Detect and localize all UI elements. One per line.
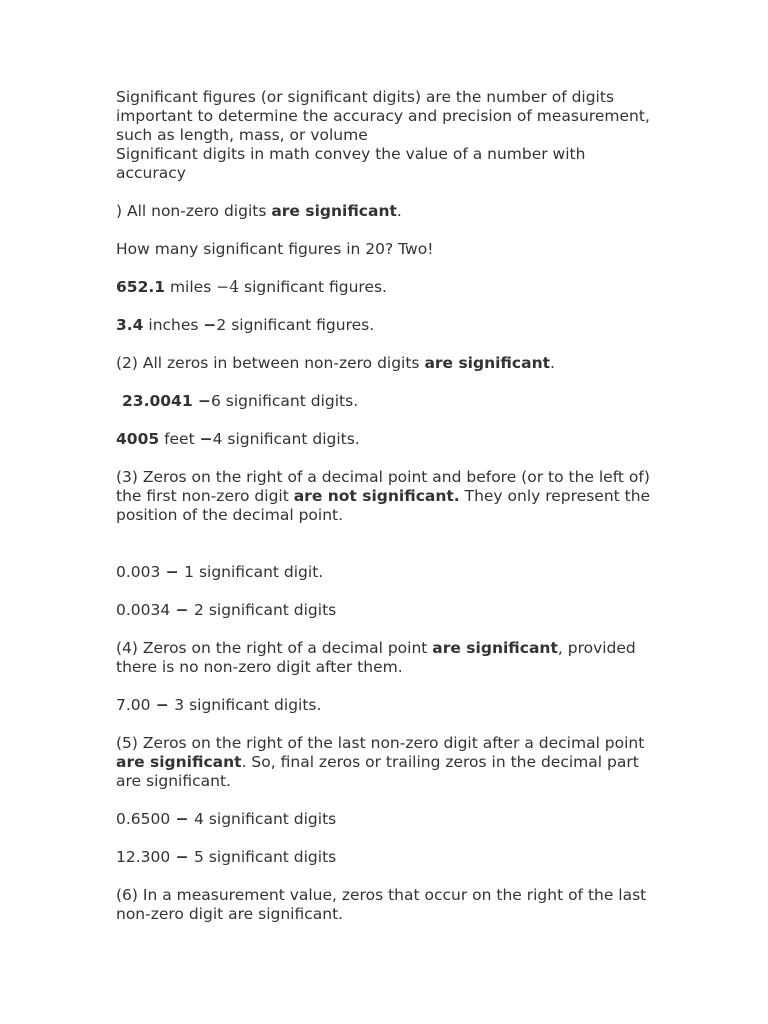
document-body — [116, 88, 656, 943]
rule-3-prefix: (3) Zeros on the right of a decimal point and before (or to the left of) the first non-zero digit — [116, 468, 650, 505]
rule-1-prefix: ) All non-zero digits — [116, 202, 272, 220]
example-7-00 — [116, 696, 656, 715]
question-20: How many significant figures in 20? Two! — [116, 240, 434, 258]
example-12-300 — [116, 848, 656, 867]
example-652-1 — [116, 278, 656, 297]
rule-4-suffix: , provided there is no non-zero digit after them. — [116, 639, 636, 676]
intro-definition: Significant figures (or significant digits) are the number of digits important to determine the accuracy and precision of measurement, such as length, mass, or volume — [116, 88, 650, 144]
rule-1-suffix: . — [396, 202, 402, 220]
example-0-003 — [116, 563, 656, 582]
rule-4 — [116, 639, 656, 677]
example-number: 652.1 — [116, 278, 166, 296]
example-text: 4 significant digits. — [212, 430, 360, 448]
rule-3-emphasis: are not significant. — [293, 487, 460, 505]
example-text: 2 significant figures. — [216, 316, 375, 334]
example-number: 4005 — [116, 430, 160, 448]
example-dash: − — [192, 392, 211, 410]
example-dash: − — [170, 601, 195, 619]
example-text: 4 significant digits — [194, 810, 337, 828]
example-number: 0.6500 — [116, 810, 171, 828]
example-unit: feet — [159, 430, 200, 448]
example-number: 7.00 — [116, 696, 151, 714]
example-dash: − — [203, 316, 217, 334]
rule-3-suffix: They only represent the position of the decimal point. — [116, 487, 651, 524]
rule-1-emphasis: are significant — [271, 202, 397, 220]
example-dash: − — [216, 278, 230, 296]
rule-2-prefix: (2) All zeros in between non-zero digits — [116, 354, 425, 372]
example-dash: − — [160, 563, 185, 581]
example-unit: miles — [165, 278, 217, 296]
rule-3 — [116, 468, 656, 525]
rule-2-emphasis: are significant — [424, 354, 551, 372]
rule-2-suffix: . — [550, 354, 555, 372]
example-count: 4 — [229, 278, 240, 296]
example-0-0034 — [116, 601, 656, 620]
example-dash: − — [150, 696, 175, 714]
rule-5-suffix: . So, final zeros or trailing zeros in the decimal part are significant. — [116, 753, 639, 790]
example-dash: − — [199, 430, 213, 448]
example-number: 0.0034 — [116, 601, 171, 619]
example-text: 2 significant digits — [194, 601, 337, 619]
rule-5-emphasis: are significant — [116, 753, 242, 771]
rule-4-prefix: (4) Zeros on the right of a decimal point — [116, 639, 433, 657]
rule-1 — [116, 202, 656, 221]
rule-2 — [116, 354, 656, 373]
rule-4-emphasis: are significant — [432, 639, 558, 657]
example-text: 3 significant digits. — [174, 696, 322, 714]
intro-math-note: Significant digits in math convey the value of a number with accuracy — [116, 145, 586, 182]
example-number: 23.0041 — [122, 392, 193, 410]
example-dash: − — [170, 848, 195, 866]
example-dash: − — [170, 810, 195, 828]
rule-5 — [116, 734, 656, 791]
example-0-6500 — [116, 810, 656, 829]
example-23-0041 — [116, 392, 656, 411]
example-text: significant figures. — [239, 278, 387, 296]
rule-5-prefix: (5) Zeros on the right of the last non-zero digit after a decimal point — [116, 734, 645, 752]
example-4005 — [116, 430, 656, 449]
rule-6: (6) In a measurement value, zeros that occur on the right of the last non-zero digit are significant. — [116, 886, 647, 923]
example-number: 3.4 — [116, 316, 144, 334]
example-unit: inches — [143, 316, 204, 334]
example-number: 0.003 — [116, 563, 161, 581]
example-text: 5 significant digits — [194, 848, 337, 866]
example-text: 6 significant digits. — [211, 392, 359, 410]
example-3-4 — [116, 316, 656, 335]
example-text: 1 significant digit. — [184, 563, 324, 581]
example-number: 12.300 — [116, 848, 171, 866]
